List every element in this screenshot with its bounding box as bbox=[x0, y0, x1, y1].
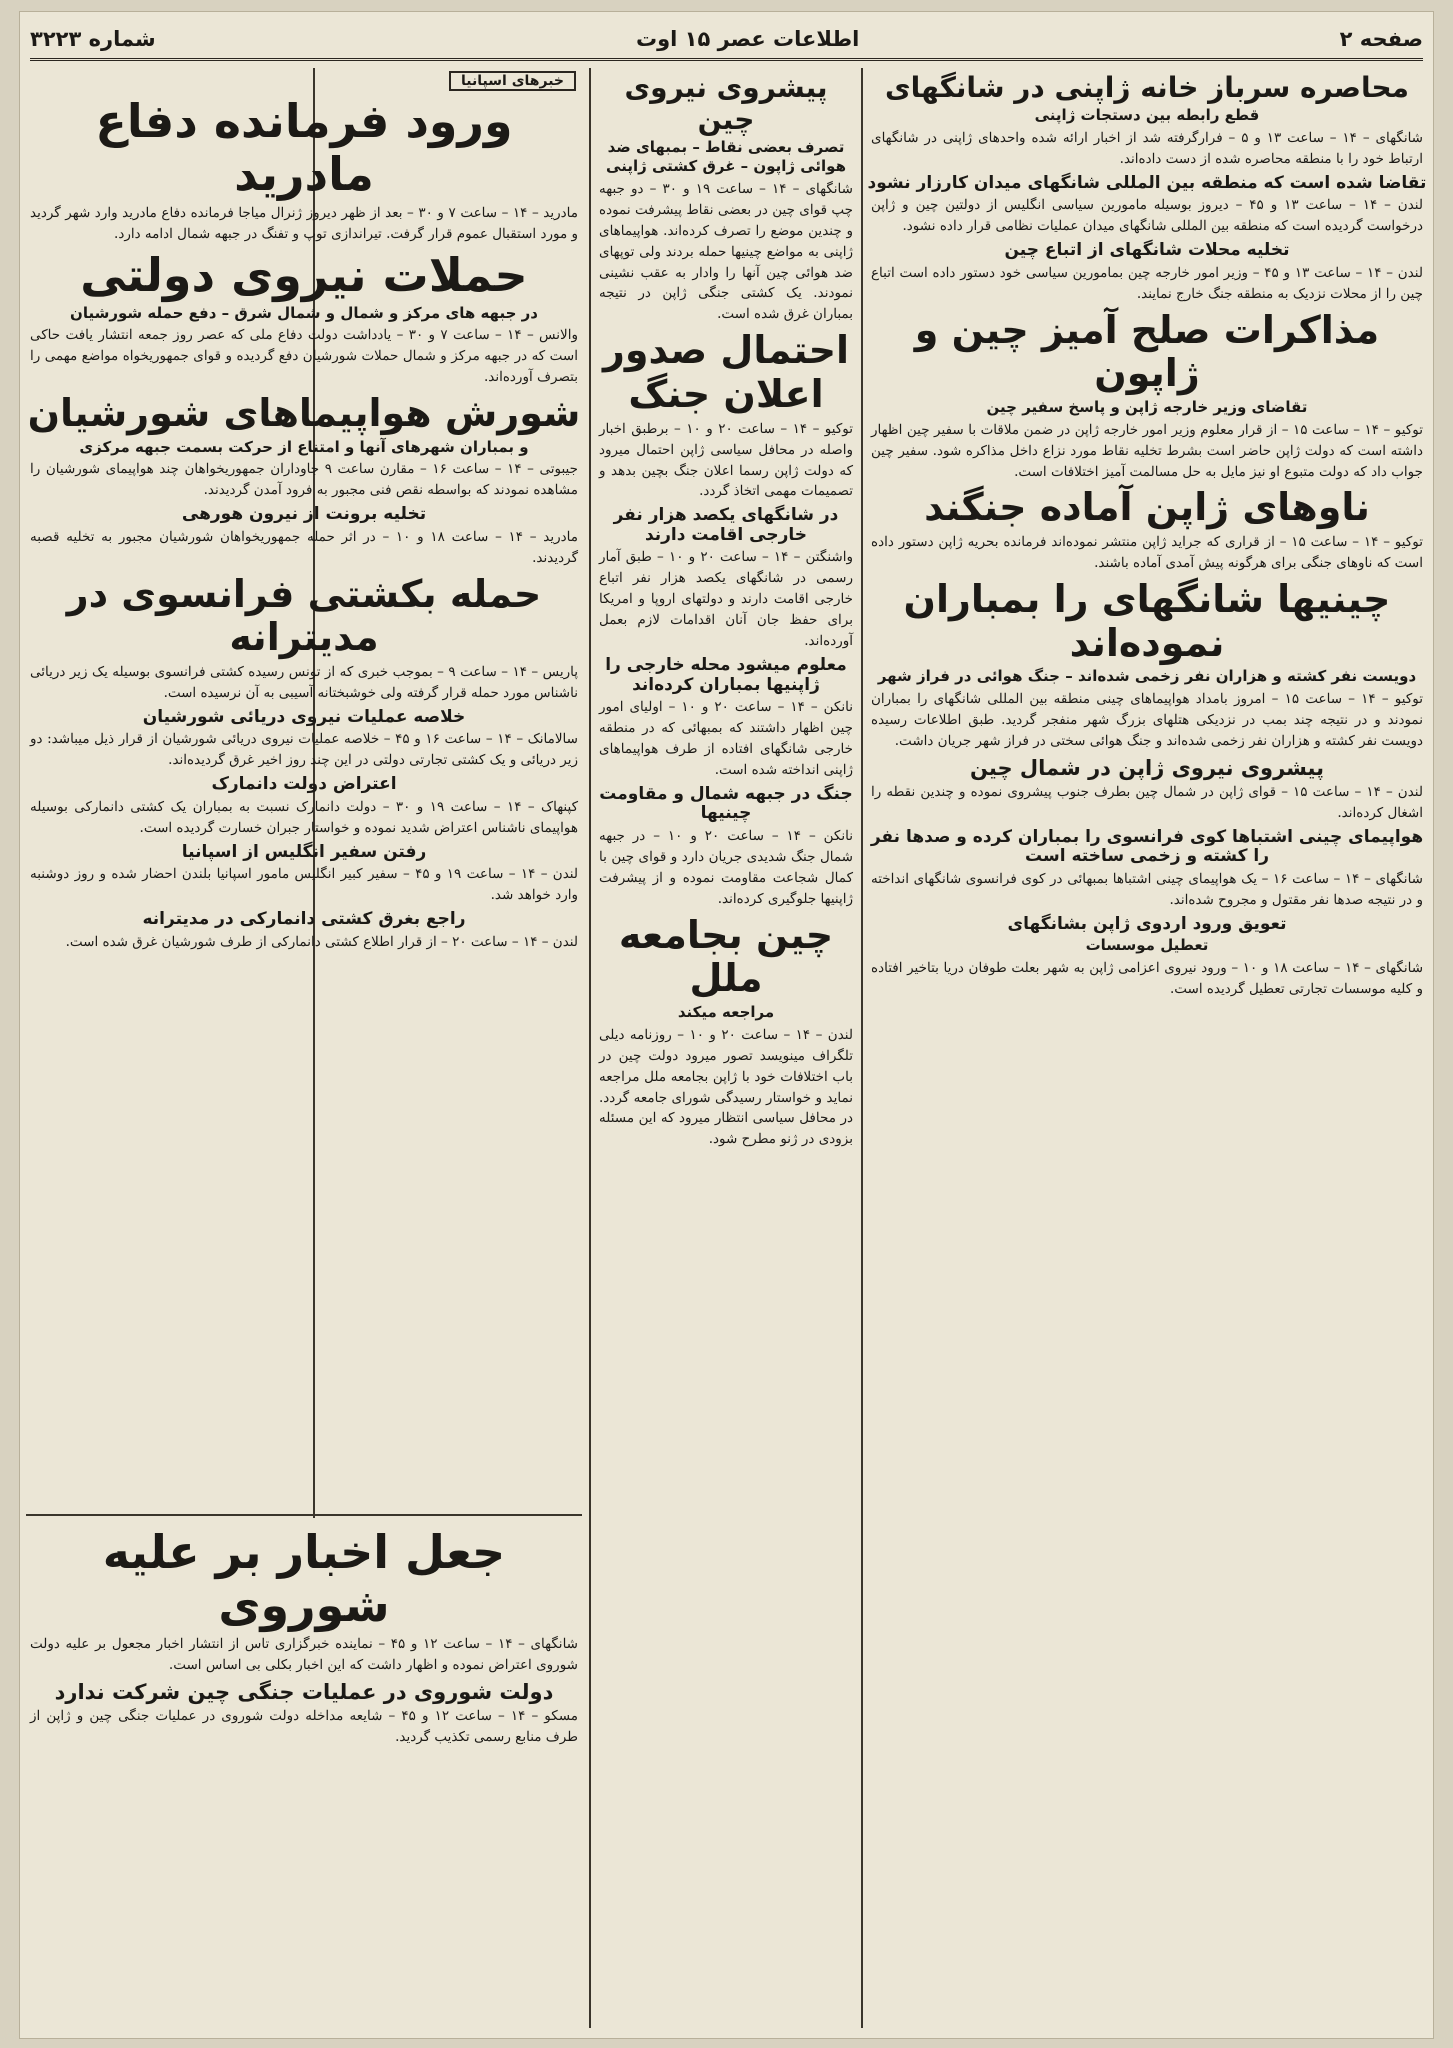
subheadline: و بمباران شهرهای آنها و امتناع از حرکت بسمت جبهه مرکزی bbox=[79, 437, 529, 456]
article-text: نانکن – ۱۴ – ساعت ۲۰ و ۱۰ – در جبهه شمال جنگ شدیدی جریان دارد و قوای چین با کمال شجاعت مقاومت نموده و از پیشرفت ژاپنیها جلوگیری کرده‌اند. bbox=[599, 827, 853, 907]
article-evacuation bbox=[867, 241, 1427, 304]
article-denmark-protest bbox=[26, 775, 582, 838]
column-left bbox=[26, 68, 582, 1518]
article-bombing bbox=[867, 578, 1427, 752]
article-text: کپنهاک – ۱۴ – ساعت ۱۹ و ۳۰ – دولت دانمارک نسبت به بمباران یک کشتی دانمارکی بوسیله هواپیمای ناشناس اعتراض شدید نموده و خواستار جبران خسارت گردیده است. bbox=[30, 798, 578, 836]
headline: در شانگهای یکصد هزار نفر خارجی اقامت دارند bbox=[613, 505, 839, 545]
newspaper-page bbox=[20, 12, 1433, 2038]
headline: چینیها شانگهای را بمباران نموده‌اند bbox=[903, 576, 1391, 665]
article-war-declaration bbox=[595, 329, 857, 502]
column-rule bbox=[589, 68, 591, 2028]
headline: ناوهای ژاپن آماده جنگند bbox=[924, 485, 1370, 530]
subheadline: تقاضای وزیر خارجه ژاپن و پاسخ سفیر چین bbox=[986, 397, 1308, 416]
article-text: سالامانک – ۱۴ – ساعت ۱۶ و ۴۵ – خلاصه عملیات نیروی دریائی شورشیان از قرار ذیل میباشد: دو زیر دریائی و یک کشتی تجارتی دولتی در این چند روز اخیر غرق گردیده‌اند. bbox=[30, 731, 578, 769]
column-middle bbox=[595, 68, 857, 2028]
article-foreign-quarter bbox=[595, 656, 857, 781]
article-text: شانگهای – ۱۴ – ساعت ۱۲ و ۴۵ – نماینده خبرگزاری تاس از انتشار اخبار مجعول بر علیه دولت شوروی اعتراض نموده و اظهار داشت که این اخبار بکلی بی اساس است. bbox=[30, 1635, 578, 1673]
article-league bbox=[595, 914, 857, 1151]
article-text: لندن – ۱۴ – ساعت ۲۰ – از قرار اطلاع کشتی دانمارکی از طرف شورشیان غرق شده است. bbox=[65, 933, 578, 950]
article-navy bbox=[867, 486, 1427, 574]
article-text: توکیو – ۱۴ – ساعت ۱۵ – از قرار معلوم وزیر امور خارجه ژاپن در ضمن ملاقات با سفیر چین اظهار داشته است که دولت ژاپن حاضر است بشرط تخلیه نقاط مورد نزاع داخل مذاکره شود. سفیر چین جواب داد که دولت متبوع او نیز مایل به حل مسالمت آمیز اختلافات است. bbox=[871, 421, 1423, 480]
headline: حملات نیروی دولتی bbox=[80, 247, 528, 302]
article-text: شانگهای – ۱۴ – ساعت ۱۳ و ۵ – فرارگرفته شد از اخبار ارائه شده واحدهای ژاپنی در شانگهای ارتباط خود را با منطقه محاصره شده از دست داده‌اند. bbox=[871, 129, 1423, 167]
article-text: لندن – ۱۴ – ساعت ۱۹ و ۴۵ – سفیر کبیر انگلیس مامور اسپانیا بلندن احضار شده و روز دوشنبه وارد خواهد شد. bbox=[30, 866, 578, 904]
headline: تخلیه محلات شانگهای از اتباع چین bbox=[1004, 240, 1290, 261]
page-number: صفحه ۲ bbox=[1339, 27, 1423, 51]
article-text: شانگهای – ۱۴ – ساعت ۱۹ و ۳۰ – دو جبهه چپ قوای چین در بعضی نقاط پیشرفت نموده و چندین موضع را تصرف کرده‌اند. هواپیماهای ژاپنی به مواضع چینیها حمله بردند ولی توپهای ضد هوائی چین آنها را وادار به عقب نشینی نمودند. یک کشتی جنگی ژاپن در نتیجه بمباران غرق شده است. bbox=[599, 180, 853, 323]
section-tag: خبرهای اسپانیا bbox=[449, 71, 576, 91]
article-rebel-planes bbox=[26, 392, 582, 501]
article-text: توکیو – ۱۴ – ساعت ۱۵ – از قراری که جراید ژاپن منتشر نموده‌اند فرمانده بحریه ژاپن دستور داده است که ناوهای جنگی برای هرگونه پیش آمدی آماده باشند. bbox=[871, 534, 1424, 572]
article-text: لندن – ۱۴ – ساعت ۱۳ و ۴۵ – دیروز بوسیله مامورین سیاسی انگلیس از دولتین چین و ژاپن درخواست گردیده است که منطقه بین المللی شانگهای میدان عملیات نظامی قرار داده نشود. bbox=[871, 197, 1423, 235]
headline: دولت شوروی در عملیات جنگی چین شرکت ندارد bbox=[54, 1679, 554, 1704]
column-right bbox=[867, 68, 1427, 2028]
article-text: شانگهای – ۱۴ – ساعت ۱۸ و ۱۰ – ورود نیروی اعزامی ژاپن به شهر بعلت طوفان دریا بتاخیر افتاده و کلیه موسسات تجارتی تعطیل گردیده است. bbox=[871, 960, 1423, 998]
article-text: پاریس – ۱۴ – ساعت ۹ – بموجب خبری که از تونس رسیده کشتی فرانسوی بوسیله یک زیر دریائی ناشناس مورد حمله قرار گرفته ولی خوشبختانه آسیبی به آن نرسیده است. bbox=[30, 664, 578, 701]
article-text: لندن – ۱۴ – ساعت ۱۳ و ۴۵ – وزیر امور خارجه چین بمامورین سیاسی خود دستور داده است اتباع چین را از محلات نزدیک به منطقه جنگ خارج نمایند. bbox=[871, 264, 1423, 302]
article-text: نانکن – ۱۴ – ساعت ۲۰ و ۱۰ – اولیای امور چین اظهار داشتند که بمبهائی که در منطقه خارجی شانگهای افتاده از طرف هواپیماهای ژاپنی انداخته شده است. bbox=[599, 699, 853, 778]
article-text: لندن – ۱۴ – ساعت ۲۰ و ۱۰ – روزنامه دیلی تلگراف مینویسد تصور میرود دولت چین در باب اختلافات خود با ژاپن بجامعه ملل مراجعه نماید و خواستار رسیدگی شورای جامعه گردد. در محافل سیاسی انتظار میرود که این مسئله بزودی در ژنو مطرح شود. bbox=[599, 1026, 853, 1148]
headline: تقاضا شده است که منطقه بین المللی شانگهای میدان کارزار نشود bbox=[867, 172, 1427, 193]
headline: مذاکرات صلح آمیز چین و ژاپون bbox=[914, 307, 1380, 396]
headline: جعل اخبار بر علیه شوروی bbox=[102, 1525, 506, 1632]
article-peace-talks bbox=[867, 309, 1427, 483]
issue-number: شماره ۳۲۲۳ bbox=[30, 27, 156, 51]
article-text: جیبوتی – ۱۴ – ساعت ۱۶ – مقارن ساعت ۹ جاوداران جمهوریخواهان چند هواپیمای شورشیان را مشاهده نمودند که بواسطه نقص فنی مجبور به فرود آمدن گردیدند. bbox=[30, 461, 578, 499]
bottom-box bbox=[26, 1522, 582, 2028]
headline: ورود فرمانده دفاع مادرید bbox=[95, 94, 513, 201]
headline: شورش هواپیماهای شورشیان bbox=[27, 391, 581, 436]
article-text: مادرید – ۱۴ – ساعت ۱۸ و ۱۰ – در اثر حمله جمهوریخواهان شورشیان مجبور به تخلیه قصبه گردیدند. bbox=[30, 528, 578, 566]
article-evacuation-spain bbox=[26, 505, 582, 568]
article-text: مسکو – ۱۴ – ساعت ۱۲ و ۴۵ – شایعه مداخله دولت شوروی در عملیات جنگی چین و ژاپن از طرف منابع رسمی تکذیب گردید. bbox=[30, 1707, 578, 1745]
article-siege bbox=[867, 72, 1427, 170]
article-soviet bbox=[26, 1680, 582, 1748]
headline: راجع بغرق کشتی دانمارکی در مدیترانه bbox=[142, 909, 466, 930]
headline: تعویق ورود اردوی ژاپن بشانگهای bbox=[1007, 913, 1287, 934]
column-rule bbox=[861, 68, 863, 2028]
article-north-front bbox=[595, 785, 857, 910]
article-ambassador bbox=[26, 843, 582, 906]
article-naval-ops bbox=[26, 708, 582, 771]
article-danish-ship bbox=[26, 910, 582, 952]
article-text: شانگهای – ۱۴ – ساعت ۱۶ – یک هواپیمای چینی اشتباها بمبهائی در کوی فرانسوی شانگهای انداخته و در نتیجه صدها نفر مقتول و مجروح شده‌اند. bbox=[871, 870, 1423, 908]
article-text: والانس – ۱۴ – ساعت ۷ و ۳۰ – یادداشت دولت دفاع ملی که عصر روز جمعه انتشار یافت حاکی است که در جبهه مرکز و شمال حملات شورشیان دفع گردیده و قوای جمهوریخواه مواضع مهمی را بتصرف آورده‌اند. bbox=[30, 327, 578, 386]
article-china-advance bbox=[595, 72, 857, 325]
article-french-ship bbox=[26, 573, 582, 704]
headline: معلوم میشود محله خارجی را ژاپنیها بمباران کرده‌اند bbox=[605, 655, 847, 695]
headline: خلاصه عملیات نیروی دریائی شورشیان bbox=[142, 706, 466, 727]
headline: پیشروی نیروی چین bbox=[624, 71, 828, 137]
headline: محاصره سرباز خانه ژاپنی در شانگهای bbox=[884, 71, 1410, 104]
article-text: توکیو – ۱۴ – ساعت ۱۵ – امروز بامداد هواپیماهای چینی منطقه بین المللی شانگهای را بمباران نمودند و در نتیجه چند بمب در نزدیکی هتلهای بزرگ شهر منفجر گردید. طبق اطلاعات رسیده دویست نفر کشته و هزاران نفر زخمی شده‌اند و جنگ هوائی سختی در فراز شهر جریان داشت. bbox=[871, 691, 1423, 749]
masthead bbox=[30, 20, 1423, 61]
subheadline: قطع رابطه بین دستجات ژاپنی bbox=[1034, 106, 1260, 125]
headline: رفتن سفیر انگلیس از اسپانیا bbox=[181, 841, 427, 862]
paper-date: اطلاعات عصر ۱۵ اوت bbox=[636, 27, 860, 51]
subheadline: تعطیل موسسات bbox=[1085, 936, 1209, 955]
article-fake-news bbox=[26, 1526, 582, 1676]
section-rule bbox=[26, 1514, 582, 1516]
headline: اعتراض دولت دانمارک bbox=[211, 774, 397, 795]
article-madrid-commander bbox=[26, 95, 582, 245]
article-govt-attacks bbox=[26, 249, 582, 388]
article-text: واشنگتن – ۱۴ – ساعت ۲۰ و ۱۰ – طبق آمار رسمی در شانگهای یکصد هزار نفر اتباع خارجی اقامت دارند و دولتهای اروپا و امریکا برای حفظ جان آنان اقدامات لازم بعمل آورده‌اند. bbox=[599, 549, 853, 650]
subheadline: مراجعه میکند bbox=[677, 1003, 775, 1022]
article-french-quarter bbox=[867, 828, 1427, 911]
article-text: لندن – ۱۴ – ساعت ۱۵ – قوای ژاپن در شمال چین بطرف جنوب پیشروی نموده و چندین نقطه را اشغال کرده‌اند. bbox=[871, 784, 1423, 821]
article-foreigners bbox=[595, 506, 857, 652]
headline: تخلیه برونت از نیرون هورهی bbox=[181, 504, 427, 525]
article-north-advance bbox=[867, 756, 1427, 824]
headline: جنگ در جبهه شمال و مقاومت چینیها bbox=[599, 783, 853, 824]
article-army-delay bbox=[867, 915, 1427, 1000]
section-tag-wrap bbox=[32, 70, 576, 91]
subheadline: تصرف بعضی نقاط – بمبهای ضد هوائی ژاپون – غرق کشتی ژاپنی bbox=[606, 138, 846, 176]
article-text: توکیو – ۱۴ – ساعت ۲۰ و ۱۰ – برطبق اخبار واصله در محافل سیاسی ژاپن احتمال میرود که دولت ژاپن رسما اعلان جنگ بچین بدهد و تصمیمات مهمی اتخاذ گردد. bbox=[599, 420, 853, 500]
article-intl-zone bbox=[867, 174, 1427, 237]
headline: پیشروی نیروی ژاپن در شمال چین bbox=[970, 755, 1324, 780]
headline: احتمال صدور اعلان جنگ bbox=[602, 328, 850, 417]
subheadline: دویست نفر کشته و هزاران نفر زخمی شده‌اند – جنگ هوائی در فراز شهر bbox=[877, 667, 1417, 686]
subheadline: در جبهه های مرکز و شمال و شمال شرق – دفع حمله شورشیان bbox=[70, 303, 538, 322]
headline: حمله بکشتی فرانسوی در مدیترانه bbox=[66, 571, 542, 660]
article-text: مادرید – ۱۴ – ساعت ۷ و ۳۰ – بعد از ظهر دیروز ژنرال میاجا فرمانده دفاع مادرید وارد شهر گردید و مورد استقبال عموم قرار گرفت. تیراندازی توپ و تفنگ در جبهه شمال ادامه دارد. bbox=[30, 204, 578, 242]
headline: هواپیمای چینی اشتباها کوی فرانسوی را بمباران کرده و صدها نفر را کشته و زخمی ساخته است bbox=[870, 826, 1424, 867]
headline: چین بجامعه ملل bbox=[618, 912, 834, 1001]
